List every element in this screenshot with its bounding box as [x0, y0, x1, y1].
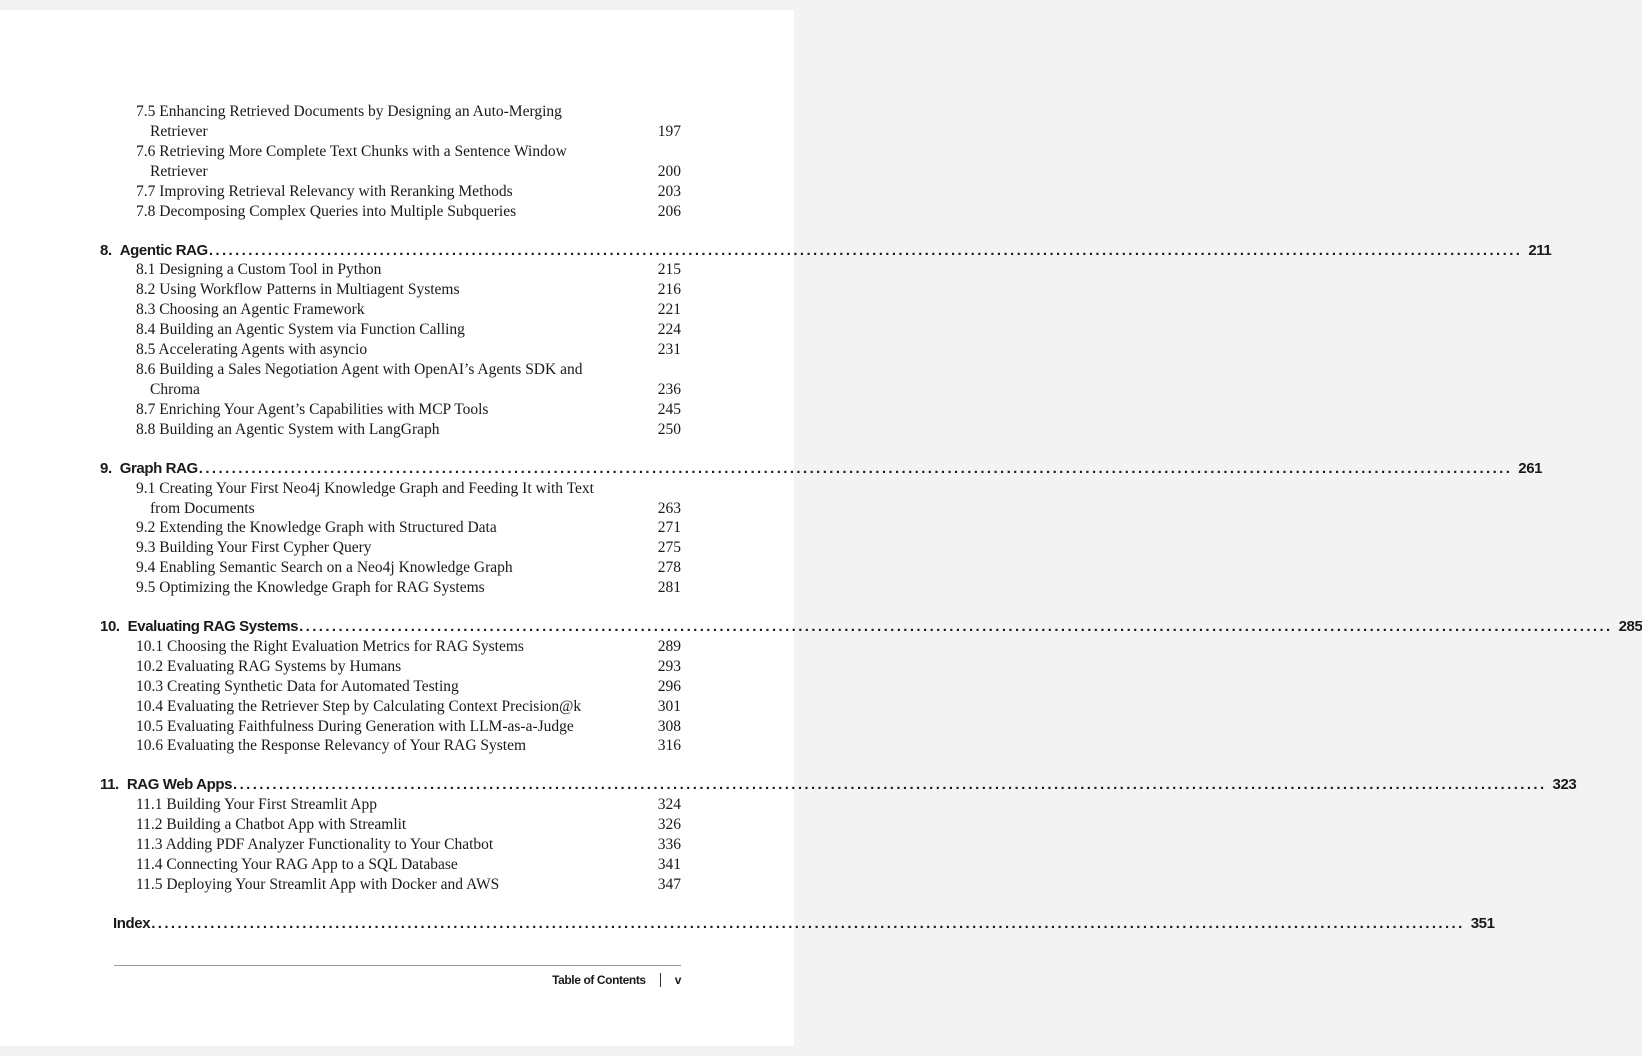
dot-leader: ........................................................................................................................................................................................................ [208, 241, 1523, 259]
chapter-heading[interactable] [100, 459, 1543, 479]
section-entry[interactable] [136, 280, 681, 300]
footer-page-number: v [674, 973, 681, 987]
section-page-number: 301 [657, 697, 681, 715]
section-page-number: 341 [657, 856, 681, 873]
section-page-number: 215 [657, 261, 681, 279]
section-page-number: 200 [657, 162, 681, 180]
section-title: 7.6 Retrieving More Complete Text Chunks with a Sentence Window [136, 142, 567, 160]
section-title: 8.1 Designing a Custom Tool in Python [136, 261, 382, 279]
section-entry[interactable] [136, 260, 681, 280]
section-page-number: 271 [657, 519, 681, 537]
section-title: 7.8 Decomposing Complex Queries into Multiple Subqueries [136, 202, 517, 220]
chapter-heading[interactable] [100, 775, 1577, 795]
section-page-number: 206 [657, 202, 681, 220]
section-title: 10.1 Choosing the Right Evaluation Metrics for RAG Systems [136, 637, 524, 655]
section-page-number: 281 [657, 579, 681, 596]
chapter-heading[interactable] [100, 914, 1495, 934]
section-page-number: 221 [657, 301, 681, 319]
section-entry[interactable] [136, 697, 681, 717]
section-page-number: 326 [657, 816, 681, 834]
section-entry[interactable] [136, 835, 681, 855]
chapter-title: Agentic RAG [119, 241, 208, 259]
section-page-number: 275 [657, 539, 681, 557]
section-page-number: 316 [657, 737, 681, 755]
section-page-number: 245 [657, 400, 681, 418]
section-entry[interactable] [136, 400, 681, 420]
chapter-page-number: 351 [1470, 914, 1495, 932]
chapter-page-number: 211 [1528, 241, 1552, 259]
chapter-title: Graph RAG [119, 459, 198, 477]
section-title: 8.6 Building a Sales Negotiation Agent with OpenAI’s Agents SDK and [136, 360, 583, 378]
section-page-number: 347 [657, 875, 681, 893]
section-title: 11.5 Deploying Your Streamlit App with Docker and AWS [136, 875, 500, 893]
section-title: 10.3 Creating Synthetic Data for Automated Testing [136, 677, 459, 695]
section-title: 8.4 Building an Agentic System via Function Calling [136, 321, 465, 339]
section-title: 10.5 Evaluating Faithfulness During Generation with LLM-as-a-Judge [136, 717, 574, 735]
chapter-title: RAG Web Apps [126, 776, 233, 794]
section-page-number: 308 [657, 717, 681, 735]
section-entry[interactable] [136, 538, 681, 558]
section-entry[interactable] [136, 142, 681, 182]
section-title: 7.7 Improving Retrieval Relevancy with Reranking Methods [136, 182, 513, 200]
section-title-continued: from Documents [150, 499, 255, 517]
chapter-title: Evaluating RAG Systems [127, 618, 299, 635]
section-title: 9.2 Extending the Knowledge Graph with Structured Data [136, 519, 497, 537]
section-page-number: 336 [657, 836, 681, 854]
footer-separator [660, 973, 661, 987]
section-title: 11.1 Building Your First Streamlit App [136, 796, 377, 814]
section-page-number: 231 [657, 341, 681, 358]
section-title: 8.5 Accelerating Agents with asyncio [136, 341, 368, 358]
section-entry[interactable] [136, 815, 681, 835]
section-entry[interactable] [136, 182, 681, 202]
section-page-number: 296 [657, 677, 681, 695]
section-title: 11.2 Building a Chatbot App with Streamlit [136, 816, 407, 834]
section-page-number: 289 [657, 637, 681, 655]
section-page-number: 250 [657, 420, 681, 438]
section-title: 8.3 Choosing an Agentic Framework [136, 301, 365, 319]
section-entry[interactable] [136, 637, 681, 657]
chapter-number: 8. [100, 241, 112, 259]
section-title: 8.8 Building an Agentic System with LangGraph [136, 420, 440, 438]
section-entry[interactable] [136, 657, 681, 677]
section-entry[interactable] [136, 795, 681, 815]
section-entry[interactable] [136, 578, 681, 598]
section-title: 9.4 Enabling Semantic Search on a Neo4j Knowledge Graph [136, 559, 513, 577]
footer-rule [114, 965, 681, 966]
chapter-page-number: 323 [1552, 776, 1577, 794]
section-page-number: 236 [657, 380, 681, 398]
chapter-number: 11. [100, 776, 119, 794]
section-entry[interactable] [136, 518, 681, 538]
section-entry[interactable] [136, 736, 681, 756]
chapter-number: 10. [100, 618, 120, 635]
chapter-page-number: 285 [1618, 618, 1642, 635]
section-entry[interactable] [136, 300, 681, 320]
section-title-continued: Retriever [150, 162, 208, 180]
section-page-number: 197 [657, 123, 681, 140]
section-entry[interactable] [136, 202, 681, 222]
section-title-continued: Chroma [150, 380, 200, 398]
section-title: 8.2 Using Workflow Patterns in Multiagent Systems [136, 281, 460, 299]
section-page-number: 278 [657, 559, 681, 577]
section-title: 9.3 Building Your First Cypher Query [136, 539, 372, 557]
section-title: 8.7 Enriching Your Agent’s Capabilities with MCP Tools [136, 400, 489, 418]
page-footer [552, 972, 681, 988]
section-entry[interactable] [136, 875, 681, 895]
section-page-number: 263 [657, 499, 681, 517]
section-page-number: 216 [657, 281, 681, 299]
section-entry[interactable] [136, 340, 681, 360]
section-title: 11.4 Connecting Your RAG App to a SQL Database [136, 856, 458, 873]
section-title: 10.4 Evaluating the Retriever Step by Calculating Context Precision@k [136, 697, 582, 715]
book-page [0, 10, 1642, 1046]
dot-leader: ........................................................................................................................................................................................................ [151, 914, 1465, 932]
section-page-number: 203 [657, 182, 681, 200]
chapter-number: 9. [100, 459, 112, 477]
chapter-heading[interactable] [100, 241, 1552, 261]
section-page-number: 293 [657, 657, 681, 675]
section-title: 7.5 Enhancing Retrieved Documents by Designing an Auto-Merging [136, 103, 562, 120]
section-entry[interactable] [136, 855, 681, 875]
section-page-number: 224 [657, 321, 681, 339]
chapter-page-number: 261 [1518, 459, 1543, 477]
section-entry[interactable] [136, 479, 681, 519]
section-entry[interactable] [136, 102, 681, 142]
section-title: 9.5 Optimizing the Knowledge Graph for RAG Systems [136, 579, 485, 596]
dot-leader: ........................................................................................................................................................................................................ [233, 776, 1547, 794]
section-entry[interactable] [136, 558, 681, 578]
section-entry[interactable] [136, 420, 681, 440]
section-title: 11.3 Adding PDF Analyzer Functionality to Your Chatbot [136, 836, 494, 854]
section-entry[interactable] [136, 717, 681, 737]
footer-label: Table of Contents [552, 973, 646, 987]
section-title: 10.6 Evaluating the Response Relevancy of Your RAG System [136, 737, 527, 755]
section-title: 9.1 Creating Your First Neo4j Knowledge Graph and Feeding It with Text [136, 479, 594, 497]
dot-leader: ........................................................................................................................................................................................................ [198, 459, 1513, 477]
chapter-heading[interactable] [100, 617, 1642, 637]
section-title: 10.2 Evaluating RAG Systems by Humans [136, 657, 402, 675]
section-entry[interactable] [136, 360, 681, 400]
section-entry[interactable] [136, 320, 681, 340]
section-title-continued: Retriever [150, 123, 208, 140]
dot-leader: ........................................................................................................................................................................................................ [299, 618, 1613, 635]
section-entry[interactable] [136, 677, 681, 697]
section-page-number: 324 [657, 796, 681, 814]
chapter-title: Index [113, 914, 151, 932]
